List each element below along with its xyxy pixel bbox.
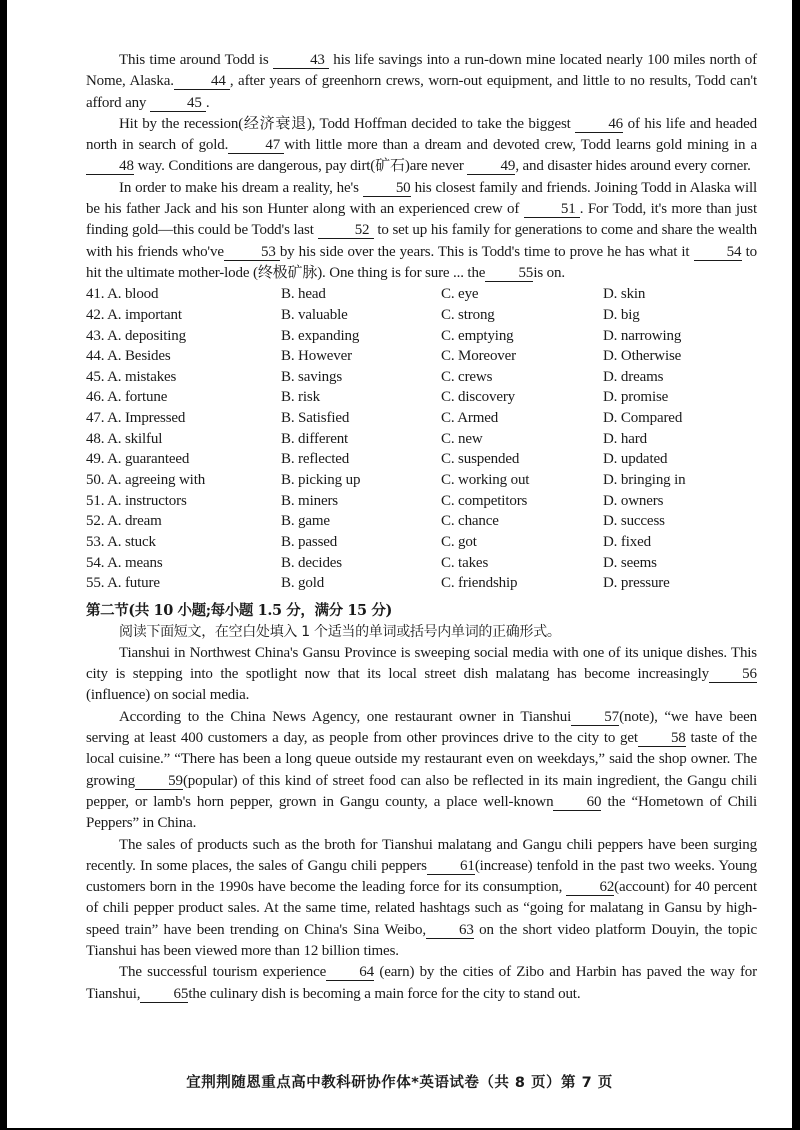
passage1-paragraph-2: Hit by the recession(经济衰退), Todd Hoffman decided to take the biggest 46 of his life and headed north in search of gold. 47 with little more than a dream and devoted crew, Todd learns gold mining in a48 way. Conditions are dangerous, pay dirt(矿石)are never 49, and disaster hides around every corner.	[86, 115, 757, 175]
passage1-paragraph-3: In order to make his dream a reality, he's 50 his closest family and friends. Joining Todd in Alaska will be his father Jack and his son Hunter along with an experienced crew of 51 . For Todd, it's more than just finding gold—this could be Todd's last 52 to set up his family for generations to come and share the wealth with his friends who've 53 by his side over the years. This is Todd's time to prove he has what it 54 to hit the ultimate mother-lode (终极矿脉). One thing is for sure ... the 55is on.	[86, 179, 758, 281]
option-row	[86, 532, 757, 553]
blank-48[interactable]: 48	[86, 158, 134, 175]
blank-43[interactable]: 43	[273, 52, 329, 69]
option-row	[86, 553, 757, 574]
page-content	[86, 50, 757, 1005]
option-b[interactable]: B. head	[281, 286, 326, 303]
option-c[interactable]: C. Moreover	[441, 348, 516, 365]
blank-57[interactable]: 57	[571, 709, 619, 726]
option-d[interactable]: D. Otherwise	[603, 348, 682, 365]
option-a[interactable]: 53. A. stuck	[86, 533, 156, 550]
option-row	[86, 367, 757, 388]
option-c[interactable]: C. got	[441, 533, 477, 550]
blank-58[interactable]: 58	[638, 730, 686, 747]
section-2-heading: 第二节(共 10 小题;每小题 1.5 分，满分 15 分)	[86, 601, 392, 619]
option-c[interactable]: C. Armed	[441, 410, 499, 427]
option-row	[86, 408, 757, 429]
option-a[interactable]: 48. A. skilful	[86, 430, 163, 447]
blank-63[interactable]: 63	[426, 922, 474, 939]
blank-56[interactable]: 56	[709, 666, 757, 683]
option-b[interactable]: B. reflected	[281, 451, 350, 468]
passage2-paragraph-3: The sales of products such as the broth for Tianshui malatang and Gangu chili peppers have been surging recently. In some places, the sales of Gangu chili peppers 61(increase) tenfold in the past two weeks. Young customers born in the 1990s have become the leading force for its consumption, 62(account) for 40 percent of chili pepper product sales. At the same time, related hashtags such as “going for malatang in Gansu by high-speed train” have been trending on China's Sina Weibo, 63 on the short video platform Douyin, the topic Tianshui has been viewed more than 12 billion times.	[86, 836, 757, 960]
option-d[interactable]: D. promise	[603, 389, 669, 406]
blank-53[interactable]: 53	[224, 244, 280, 261]
option-a[interactable]: 46. A. fortune	[86, 389, 168, 406]
option-c[interactable]: C. discovery	[441, 389, 516, 406]
blank-60[interactable]: 60	[553, 794, 601, 811]
option-a[interactable]: 50. A. agreeing with	[86, 472, 206, 489]
option-b[interactable]: B. passed	[281, 533, 338, 550]
blank-61[interactable]: 61	[427, 858, 475, 875]
option-d[interactable]: D. narrowing	[603, 327, 682, 344]
option-row	[86, 326, 757, 347]
option-c[interactable]: C. takes	[441, 554, 489, 571]
option-c[interactable]: C. eye	[441, 286, 479, 303]
blank-65[interactable]: 65	[140, 986, 188, 1003]
blank-51[interactable]: 51	[524, 201, 580, 218]
option-row	[86, 511, 757, 532]
option-c[interactable]: C. chance	[441, 513, 499, 530]
option-d[interactable]: D. updated	[603, 451, 668, 468]
passage2-paragraph-2: According to the China News Agency, one restaurant owner in Tianshui 57(note), “we have been serving at least 400 customers a day, as people from other provinces drive to the city to get 58 taste of the local cuisine.” “There has been a long queue outside my restaurant even on weekdays,” said the shop owner. The growing 59(popular) of this kind of street food can also be reflected in its main ingredient, the Gangu chili pepper, or lamb's horn pepper, grown in Gangu county, a place well-known 60 the “Hometown of Chili Peppers” in China.	[86, 708, 757, 832]
option-b[interactable]: B. valuable	[281, 306, 348, 323]
option-b[interactable]: B. picking up	[281, 472, 361, 489]
option-a[interactable]: 47. A. Impressed	[86, 410, 186, 427]
option-c[interactable]: C. strong	[441, 306, 495, 323]
option-c[interactable]: C. friendship	[441, 575, 518, 592]
page-footer: 宜荆荆随恩重点高中教科研协作体*英语试卷（共 8 页）第 7 页	[186, 1075, 613, 1091]
option-row	[86, 470, 757, 491]
option-c[interactable]: C. new	[441, 430, 483, 447]
blank-45[interactable]: 45	[150, 95, 206, 112]
blank-52[interactable]: 52	[318, 222, 374, 239]
option-c[interactable]: C. competitors	[441, 492, 528, 509]
option-b[interactable]: B. Satisfied	[281, 410, 350, 427]
option-b[interactable]: B. However	[281, 348, 352, 365]
option-a[interactable]: 55. A. future	[86, 575, 160, 592]
option-c[interactable]: C. emptying	[441, 327, 514, 344]
option-d[interactable]: D. dreams	[603, 368, 664, 385]
option-b[interactable]: B. game	[281, 513, 330, 530]
option-a[interactable]: 49. A. guaranteed	[86, 451, 190, 468]
option-a[interactable]: 44. A. Besides	[86, 348, 171, 365]
option-d[interactable]: D. owners	[603, 492, 664, 509]
option-c[interactable]: C. crews	[441, 368, 493, 385]
option-row	[86, 491, 757, 512]
option-row	[86, 449, 757, 470]
exam-page	[7, 0, 792, 1128]
option-a[interactable]: 42. A. important	[86, 306, 182, 323]
option-d[interactable]: D. Compared	[603, 410, 683, 427]
option-b[interactable]: B. risk	[281, 389, 320, 406]
option-b[interactable]: B. miners	[281, 492, 338, 509]
option-d[interactable]: D. bringing in	[603, 472, 686, 489]
option-d[interactable]: D. pressure	[603, 575, 670, 592]
option-row	[86, 305, 757, 326]
passage2-paragraph-4: The successful tourism experience 64 (earn) by the cities of Zibo and Harbin has paved the way for Tianshui, 65the culinary dish is becoming a main force for the city to stand out.	[86, 964, 757, 1002]
passage1-paragraph-1: This time around Todd is 43 his life savings into a run-down mine located nearly 100 miles north of Nome, Alaska. 44 , after years of greenhorn crews, worn-out equipment, and little to no results, Todd can't afford any 45 .	[86, 52, 757, 111]
blank-55[interactable]: 55	[485, 265, 533, 282]
option-row	[86, 429, 757, 450]
option-d[interactable]: D. seems	[603, 554, 657, 571]
option-b[interactable]: B. expanding	[281, 327, 360, 344]
blank-59[interactable]: 59	[135, 773, 183, 790]
blank-44[interactable]: 44	[174, 73, 230, 90]
option-a[interactable]: 41. A. blood	[86, 286, 159, 303]
option-d[interactable]: D. fixed	[603, 533, 651, 550]
option-a[interactable]: 54. A. means	[86, 554, 163, 571]
option-row	[86, 387, 757, 408]
option-row	[86, 346, 757, 367]
option-row	[86, 573, 757, 594]
option-d[interactable]: D. success	[603, 513, 665, 530]
option-d[interactable]: D. big	[603, 306, 640, 323]
blank-46[interactable]: 46	[575, 116, 623, 133]
blank-54[interactable]: 54	[694, 244, 742, 261]
option-a[interactable]: 45. A. mistakes	[86, 368, 177, 385]
options-list	[86, 284, 757, 594]
blank-62[interactable]: 62	[566, 879, 614, 896]
option-a[interactable]: 43. A. depositing	[86, 327, 186, 344]
option-a[interactable]: 51. A. instructors	[86, 492, 187, 509]
option-c[interactable]: C. working out	[441, 472, 530, 489]
blank-50[interactable]: 50	[363, 180, 411, 197]
option-c[interactable]: C. suspended	[441, 451, 520, 468]
option-d[interactable]: D. skin	[603, 286, 646, 303]
option-a[interactable]: 52. A. dream	[86, 513, 162, 530]
option-row	[86, 284, 757, 305]
option-b[interactable]: B. different	[281, 430, 349, 447]
option-b[interactable]: B. gold	[281, 575, 325, 592]
section-2-instruction: 阅读下面短文，在空白处填入 1 个适当的单词或括号内单词的正确形式。	[119, 623, 561, 640]
option-d[interactable]: D. hard	[603, 430, 647, 447]
option-b[interactable]: B. savings	[281, 368, 343, 385]
blank-47[interactable]: 47	[228, 137, 284, 154]
blank-64[interactable]: 64	[326, 964, 374, 981]
option-b[interactable]: B. decides	[281, 554, 342, 571]
passage2-paragraph-1: Tianshui in Northwest China's Gansu Province is sweeping social media with one of its unique dishes. This city is stepping into the spotlight now that its local street dish malatang has become increasingly 56(influence) on social media.	[86, 644, 757, 704]
blank-49[interactable]: 49	[467, 158, 515, 175]
